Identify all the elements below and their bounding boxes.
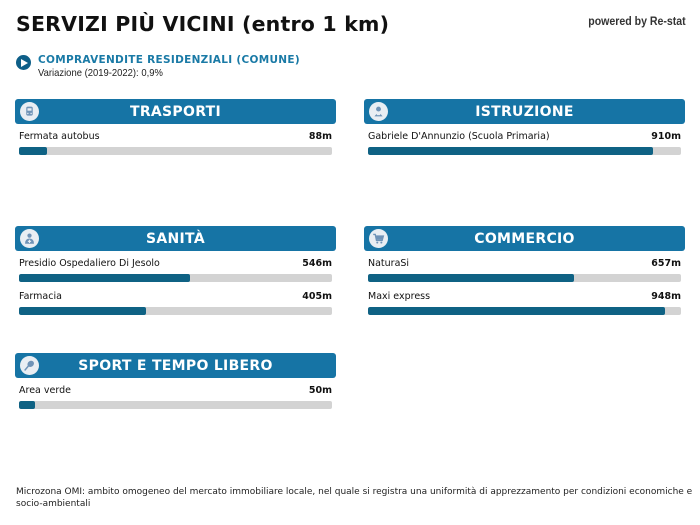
shopping-cart-icon (369, 229, 388, 248)
list-item (15, 289, 336, 317)
list-item (15, 256, 336, 284)
tennis-racket-icon (20, 356, 39, 375)
section-header-trasporti (15, 99, 336, 124)
service-name: Farmacia (19, 290, 62, 302)
distance-bar-fill (19, 401, 35, 409)
distance-bar-fill (19, 274, 190, 282)
distance-bar (368, 147, 681, 155)
section-title: SANITÀ (146, 230, 205, 247)
service-distance: 546m (302, 257, 332, 269)
section-header-istruzione (364, 99, 685, 124)
section-header-sport (15, 353, 336, 378)
service-distance: 50m (308, 384, 332, 396)
distance-bar-fill (368, 307, 665, 315)
distance-bar (19, 401, 332, 409)
list-item (364, 289, 685, 317)
service-distance: 948m (651, 290, 681, 302)
list-item (15, 129, 336, 157)
sales-variation-value: Variazione (2019-2022): 0,9% (38, 67, 163, 79)
section-title: COMMERCIO (474, 230, 575, 247)
service-distance: 405m (302, 290, 332, 302)
bus-icon (20, 102, 39, 121)
page-title: SERVIZI PIÙ VICINI (entro 1 km) (16, 12, 390, 36)
section-title: ISTRUZIONE (475, 103, 574, 120)
service-name: NaturaSi (368, 257, 410, 269)
distance-bar (19, 307, 332, 315)
distance-bar (368, 274, 681, 282)
service-name: Gabriele D'Annunzio (Scuola Primaria) (368, 130, 550, 142)
section-header-commercio (364, 226, 685, 251)
section-sanita (15, 226, 336, 317)
service-distance: 88m (308, 130, 332, 142)
service-distance: 910m (651, 130, 681, 142)
service-name: Fermata autobus (19, 130, 100, 142)
student-icon (369, 102, 388, 121)
sales-variation-block (16, 54, 300, 79)
list-item (15, 383, 336, 411)
section-title: SPORT E TEMPO LIBERO (78, 357, 273, 374)
section-header-sanita (15, 226, 336, 251)
distance-bar-fill (368, 147, 653, 155)
service-name: Area verde (19, 384, 71, 396)
distance-bar-fill (368, 274, 574, 282)
section-istruzione (364, 99, 685, 157)
distance-bar (368, 307, 681, 315)
play-circle-icon (16, 55, 31, 70)
distance-bar (19, 274, 332, 282)
section-commercio (364, 226, 685, 317)
service-name: Presidio Ospedaliero Di Jesolo (19, 257, 160, 269)
doctor-icon (20, 229, 39, 248)
sales-variation-title: COMPRAVENDITE RESIDENZIALI (COMUNE) (38, 54, 300, 66)
distance-bar-fill (19, 307, 146, 315)
powered-by-label: powered by Re-stat (588, 14, 686, 28)
section-title: TRASPORTI (129, 103, 222, 120)
section-trasporti (15, 99, 336, 157)
section-sport (15, 353, 336, 411)
service-distance: 657m (651, 257, 681, 269)
service-name: Maxi express (368, 290, 431, 302)
distance-bar-fill (19, 147, 47, 155)
distance-bar (19, 147, 332, 155)
list-item (364, 129, 685, 157)
footnote: Microzona OMI: ambito omogeneo del mercato immobiliare locale, nel quale si registra una uniformità di apprezzamento per condizioni economiche e socio-ambientali (16, 487, 693, 509)
list-item (364, 256, 685, 284)
